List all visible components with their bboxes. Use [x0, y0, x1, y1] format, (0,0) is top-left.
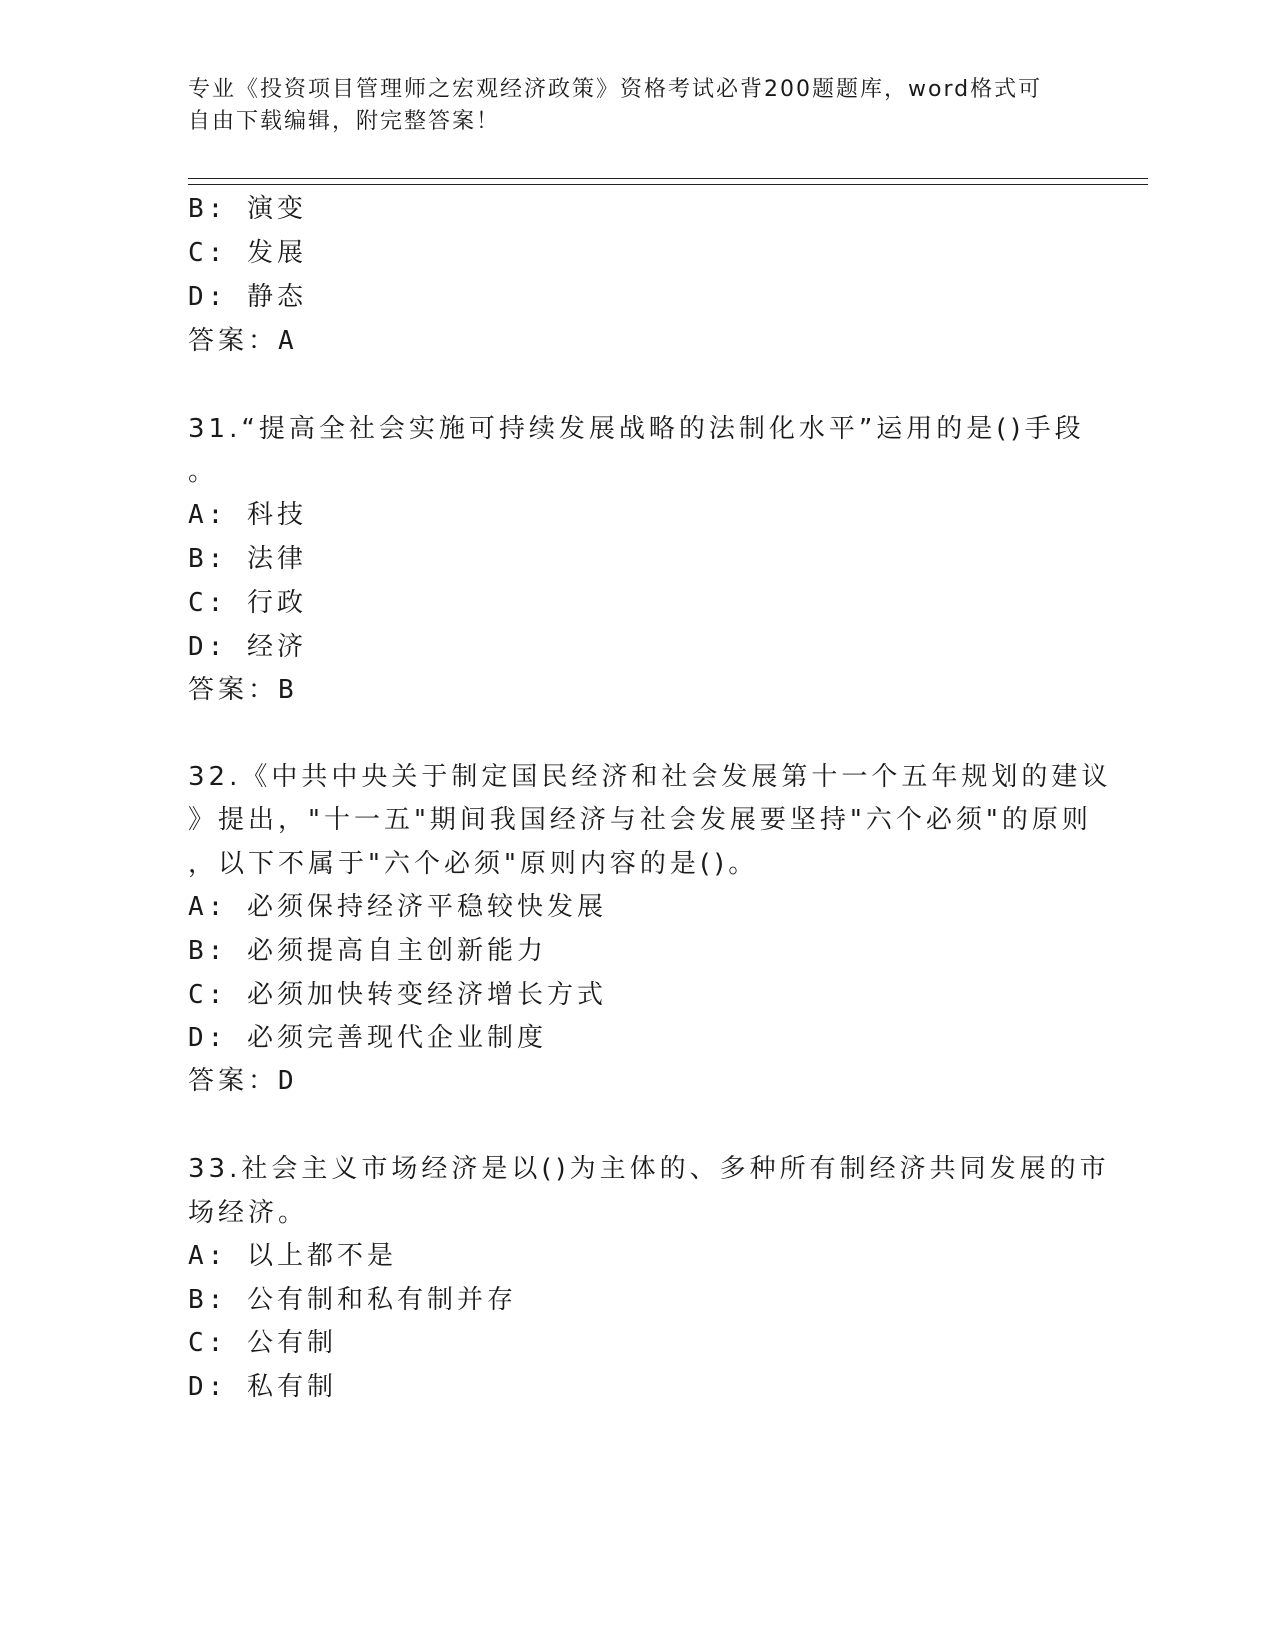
header-divider-bottom — [188, 184, 1148, 185]
header-line-1: 专业《投资项目管理师之宏观经济政策》资格考试必背200题题库，word格式可 — [188, 77, 1043, 102]
document-header — [188, 74, 1068, 138]
question-31-option-a: A: 科技 — [188, 500, 307, 530]
question-33-option-b: B: 公有制和私有制并存 — [188, 1285, 517, 1315]
question-32-option-a: A: 必须保持经济平稳较快发展 — [188, 892, 607, 922]
question-31-option-c: C: 行政 — [188, 588, 307, 618]
option-c: C: 发展 — [188, 238, 307, 268]
question-31-option-d: D: 经济 — [188, 632, 307, 662]
answer-line: 答案：A — [188, 326, 298, 356]
question-32-answer: 答案：D — [188, 1066, 298, 1096]
question-33-option-a: A: 以上都不是 — [188, 1241, 397, 1271]
option-d: D: 静态 — [188, 282, 307, 312]
question-32-line-3: ，以下不属于"六个必须"原则内容的是()。 — [188, 849, 759, 879]
question-31-answer: 答案：B — [188, 675, 298, 705]
question-32-line-2: 》提出，"十一五"期间我国经济与社会发展要坚持"六个必须"的原则 — [188, 805, 1092, 835]
question-32-option-b: B: 必须提高自主创新能力 — [188, 936, 547, 966]
question-33-line-1: 33.社会主义市场经济是以()为主体的、多种所有制经济共同发展的市 — [188, 1154, 1110, 1184]
question-33-option-d: D: 私有制 — [188, 1372, 337, 1402]
question-31-line-2: 。 — [188, 457, 219, 487]
question-32-option-c: C: 必须加快转变经济增长方式 — [188, 980, 607, 1010]
question-31-option-b: B: 法律 — [188, 544, 307, 574]
question-32-line-1: 32.《中共中央关于制定国民经济和社会发展第十一个五年规划的建议 — [188, 762, 1112, 792]
option-b: B: 演变 — [188, 194, 307, 224]
question-31-line-1: 31.“提高全社会实施可持续发展战略的法制化水平”运用的是()手段 — [188, 414, 1085, 444]
header-line-2: 自由下载编辑，附完整答案！ — [188, 109, 501, 134]
question-33-option-c: C: 公有制 — [188, 1328, 337, 1358]
question-33-line-2: 场经济。 — [188, 1198, 309, 1228]
question-32-option-d: D: 必须完善现代企业制度 — [188, 1023, 547, 1053]
header-divider-top — [188, 178, 1148, 179]
